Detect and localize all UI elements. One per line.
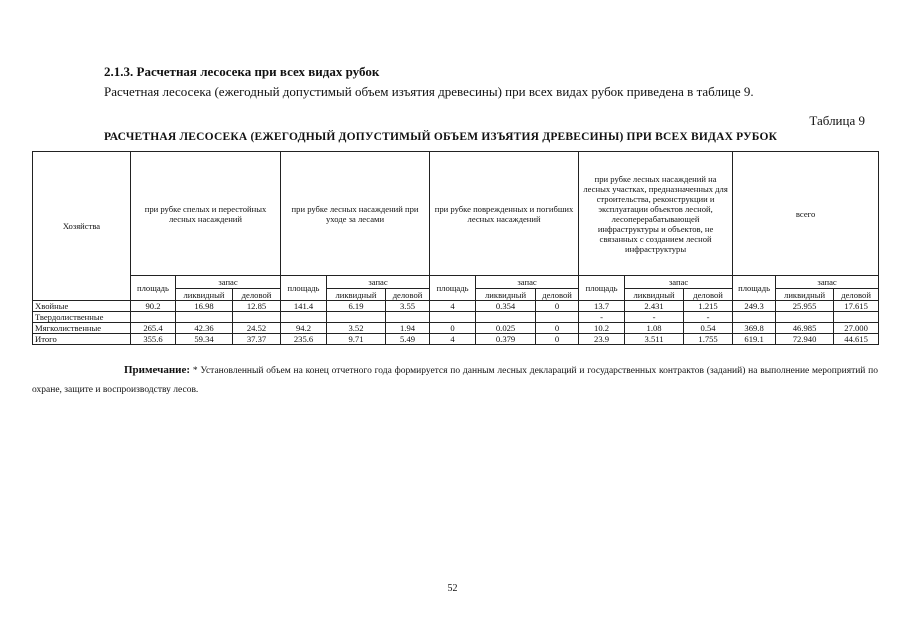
area-header: площадь	[131, 276, 176, 301]
table-title: РАСЧЕТНАЯ ЛЕСОСЕКА (ЕЖЕГОДНЫЙ ДОПУСТИМЫЙ ОБЪЕМ ИЗЪЯТИЯ ДРЕВЕСИНЫ) ПРИ ВСЕХ ВИДАХ РУБОК	[104, 131, 778, 143]
farm-header: Хозяйства	[33, 152, 131, 301]
table-cell	[834, 312, 879, 323]
table-cell: 16.98	[176, 301, 233, 312]
table-note	[32, 361, 878, 400]
row-label: Итого	[33, 334, 131, 345]
table-cell: -	[625, 312, 684, 323]
table-cell: 355.6	[131, 334, 176, 345]
table-cell: -	[684, 312, 733, 323]
section-heading: 2.1.3. Расчетная лесосека при всех видах рубок	[104, 64, 380, 79]
table-row	[33, 334, 879, 345]
table-cell: 44.615	[834, 334, 879, 345]
table-label: Таблица 9	[809, 113, 865, 128]
note-text: * Установленный объем на конец отчетного года формируется по данным лесных деклараций и государственных контрактов (заданий) на выполнение мероприятий по охране, защите и воспроизводству лесов.	[32, 366, 879, 395]
area-header: площадь	[430, 276, 476, 301]
table-cell	[233, 312, 281, 323]
table-cell: 1.94	[386, 323, 430, 334]
table-cell: 0	[430, 323, 476, 334]
table-cell	[176, 312, 233, 323]
table-cell	[386, 312, 430, 323]
area-header: площадь	[281, 276, 327, 301]
section-intro: Расчетная лесосека (ежегодный допустимый объем изъятия древесины) при всех видах рубок приведена в таблице 9.	[104, 84, 754, 99]
table-cell: 0.54	[684, 323, 733, 334]
table-cell: 0	[536, 301, 579, 312]
group-header-damaged: при рубке поврежденных и погибших лесных насаждений	[430, 152, 579, 276]
row-label: Мягколиственные	[33, 323, 131, 334]
table-cell: 37.37	[233, 334, 281, 345]
liquid-header: ликвидный	[776, 289, 834, 301]
table-cell: 24.52	[233, 323, 281, 334]
table-cell: 17.615	[834, 301, 879, 312]
table-body	[33, 301, 879, 345]
liquid-header: ликвидный	[327, 289, 386, 301]
table-cell: 0.379	[476, 334, 536, 345]
area-header: площадь	[579, 276, 625, 301]
table-cell: 94.2	[281, 323, 327, 334]
page-number: 52	[447, 583, 458, 594]
business-header: деловой	[386, 289, 430, 301]
table-cell: -	[579, 312, 625, 323]
table-cell	[733, 312, 776, 323]
table-row	[33, 301, 879, 312]
table-row	[33, 323, 879, 334]
table-cell: 13.7	[579, 301, 625, 312]
table-cell: 59.34	[176, 334, 233, 345]
table-cell: 12.85	[233, 301, 281, 312]
stock-header: запас	[776, 276, 879, 289]
table-cell: 1.755	[684, 334, 733, 345]
table-cell	[536, 312, 579, 323]
table-cell: 235.6	[281, 334, 327, 345]
table-cell: 3.52	[327, 323, 386, 334]
group-header-thinning: при рубке лесных насаждений при уходе за лесами	[281, 152, 430, 276]
table-cell: 1.215	[684, 301, 733, 312]
row-label: Твердолиственные	[33, 312, 131, 323]
row-label: Хвойные	[33, 301, 131, 312]
table-cell: 3.511	[625, 334, 684, 345]
table-row	[33, 312, 879, 323]
area-header: площадь	[733, 276, 776, 301]
table-cell: 141.4	[281, 301, 327, 312]
table-cell: 0	[536, 323, 579, 334]
table-cell: 9.71	[327, 334, 386, 345]
table-cell	[131, 312, 176, 323]
business-header: деловой	[834, 289, 879, 301]
table-cell: 4	[430, 334, 476, 345]
table-cell: 4	[430, 301, 476, 312]
table-cell	[430, 312, 476, 323]
table-cell: 5.49	[386, 334, 430, 345]
table-cell: 2.431	[625, 301, 684, 312]
table-cell: 249.3	[733, 301, 776, 312]
table-cell: 0.025	[476, 323, 536, 334]
table-cell: 6.19	[327, 301, 386, 312]
table-cell: 27.000	[834, 323, 879, 334]
table-cell: 42.36	[176, 323, 233, 334]
table-cell: 619.1	[733, 334, 776, 345]
business-header: деловой	[684, 289, 733, 301]
table-cell: 25.955	[776, 301, 834, 312]
table-cell: 23.9	[579, 334, 625, 345]
note-label: Примечание:	[124, 364, 191, 376]
stock-header: запас	[476, 276, 579, 289]
table-cell	[281, 312, 327, 323]
table-cell: 265.4	[131, 323, 176, 334]
table-cell	[327, 312, 386, 323]
table-cell: 10.2	[579, 323, 625, 334]
table-cell: 3.55	[386, 301, 430, 312]
table-cell	[476, 312, 536, 323]
liquid-header: ликвидный	[625, 289, 684, 301]
group-header-total: всего	[733, 152, 879, 276]
stock-header: запас	[176, 276, 281, 289]
group-header-mature: при рубке спелых и перестойных лесных насаждений	[131, 152, 281, 276]
group-header-infrastructure: при рубке лесных насаждений на лесных участках, предназначенных для строительства, реконструкции и эксплуатации объектов лесной, лесоперерабатывающей инфраструктуры и объектов, не связанных с созданием лесной инфраструктуры	[579, 152, 733, 276]
liquid-header: ликвидный	[476, 289, 536, 301]
table-cell: 369.8	[733, 323, 776, 334]
business-header: деловой	[233, 289, 281, 301]
allowable-cut-table	[32, 151, 879, 345]
table-cell: 0	[536, 334, 579, 345]
stock-header: запас	[625, 276, 733, 289]
table-cell: 0.354	[476, 301, 536, 312]
business-header: деловой	[536, 289, 579, 301]
table-cell: 90.2	[131, 301, 176, 312]
table-cell: 72.940	[776, 334, 834, 345]
table-cell	[776, 312, 834, 323]
table-cell: 46.985	[776, 323, 834, 334]
stock-header: запас	[327, 276, 430, 289]
table-cell: 1.08	[625, 323, 684, 334]
liquid-header: ликвидный	[176, 289, 233, 301]
